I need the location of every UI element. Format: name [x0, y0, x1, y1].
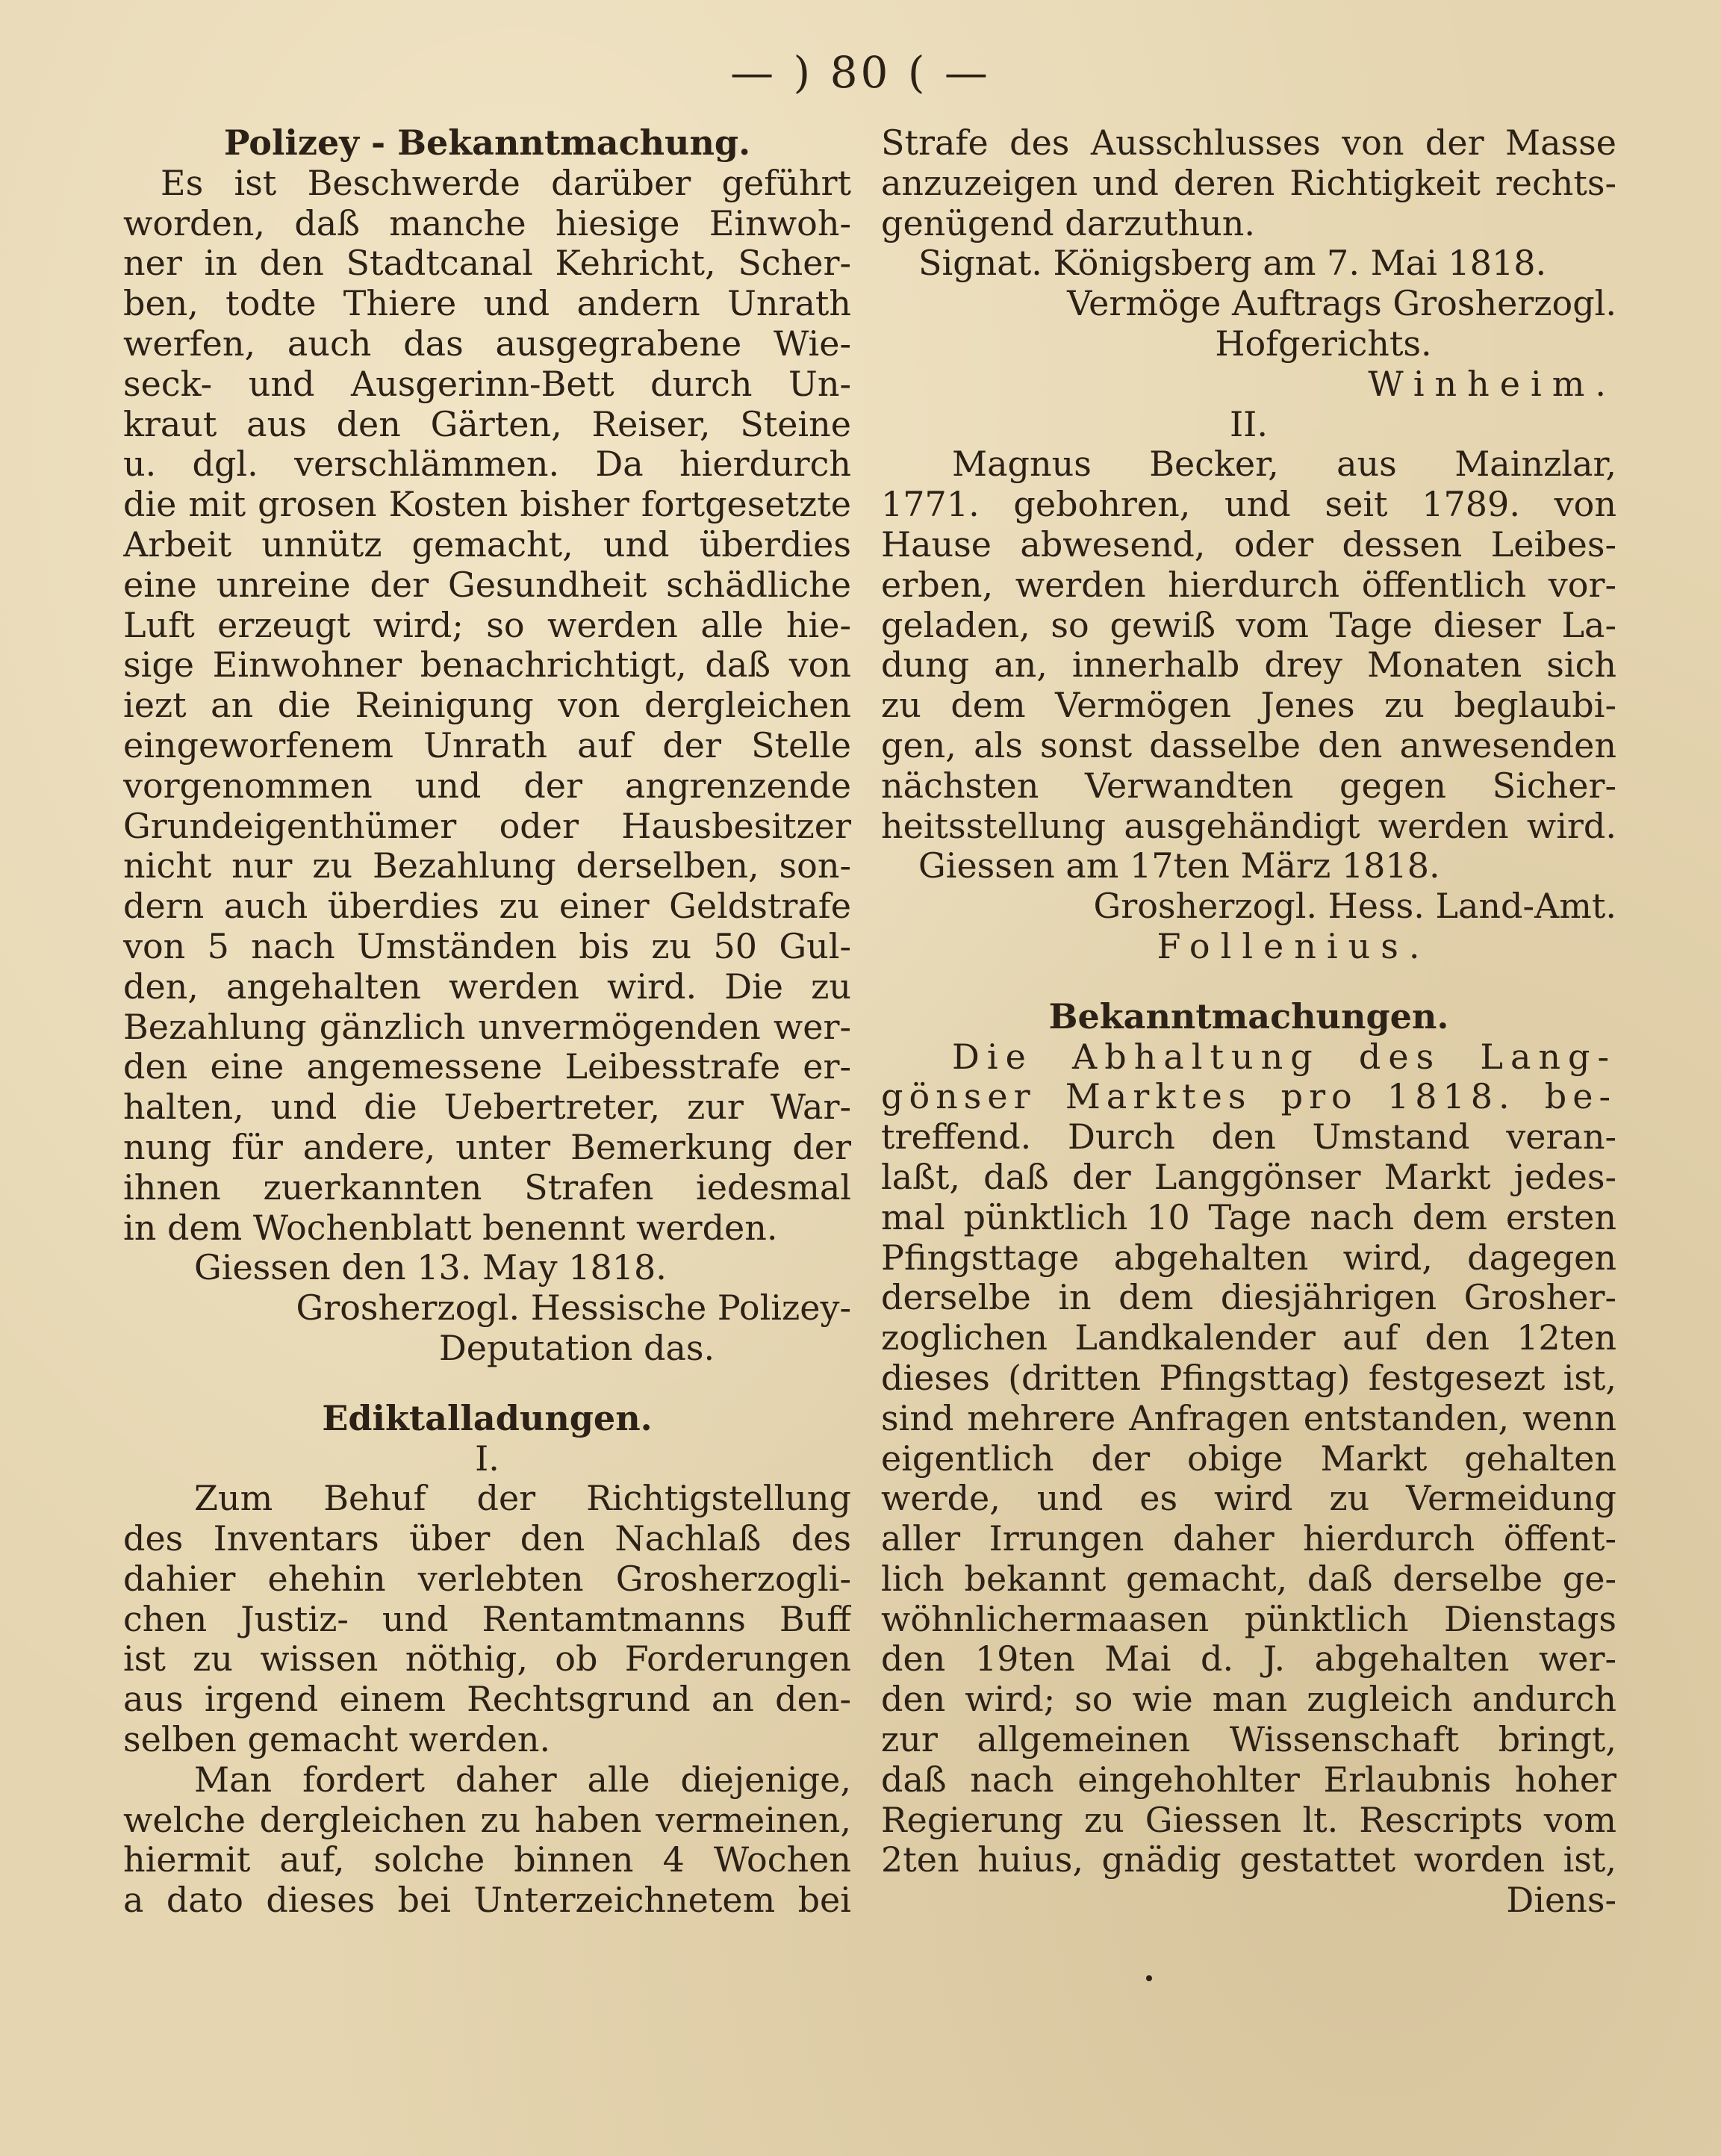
text-line: wöhnlichermaasen pünktlich Dienstags — [881, 1599, 1616, 1639]
text-line: in dem Wochenblatt benennt werden. — [123, 1208, 778, 1248]
text-line: Strafe des Ausschlusses von der Masse — [881, 123, 1616, 163]
text-line: ihnen zuerkannten Strafen iedesmal — [123, 1167, 851, 1208]
text-line: Arbeit unnütz gemacht, und überdies — [123, 524, 851, 565]
left-column — [123, 123, 851, 1921]
text-line: gönser Marktes pro 1818. be- — [881, 1077, 1616, 1117]
right-column — [881, 123, 1616, 1921]
text-line: gen, als sonst dasselbe den anwesenden — [881, 725, 1616, 765]
text-line: sind mehrere Anfragen entstanden, wenn — [881, 1398, 1616, 1438]
text-line: heitsstellung ausgehändigt werden wird. — [881, 806, 1616, 846]
text-line: Magnus Becker, aus Mainzlar, — [952, 444, 1616, 485]
text-line: nung für andere, unter Bemerkung der — [123, 1127, 851, 1167]
edikt-numeral: I. — [475, 1438, 500, 1479]
text-line: Bezahlung gänzlich unvermögenden wer- — [123, 1007, 851, 1047]
text-line: ben, todte Thiere und andern Unrath — [123, 284, 851, 324]
text-line: worden, daß manche hiesige Einwoh- — [123, 203, 851, 243]
text-line: ner in den Stadtcanal Kehricht, Scher- — [123, 243, 851, 284]
text-line: genügend darzuthun. — [881, 203, 1255, 243]
text-line: werfen, auch das ausgegrabene Wie- — [123, 323, 851, 364]
text-line: treffend. Durch den Umstand veran- — [881, 1117, 1616, 1158]
becker-text — [881, 444, 1616, 846]
text-line: zu dem Vermögen Jenes zu beglaubi- — [881, 686, 1616, 726]
text-line: Regierung zu Giessen lt. Rescripts vom — [881, 1800, 1616, 1840]
text-line: eine unreine der Gesundheit schädliche — [123, 565, 851, 605]
becker-signature: Grosherzogl. Hess. Land-Amt. — [1093, 886, 1616, 927]
edikt-text — [123, 1479, 851, 1921]
text-line: derselbe in dem diesjährigen Grosher- — [881, 1278, 1616, 1318]
text-line: a dato dieses bei Unterzeichnetem bei — [123, 1880, 851, 1921]
text-line: erben, werden hierdurch öffentlich vor- — [881, 565, 1616, 605]
verm-line-1: Vermöge Auftrags Grosherzogl. — [1067, 284, 1616, 324]
text-line: nicht nur zu Bezahlung derselben, son- — [123, 846, 851, 886]
section-numeral: II. — [1230, 404, 1268, 444]
polizey-title: Polizey - Bekanntmachung. — [223, 123, 751, 163]
text-line: Pfingsttage abgehalten wird, dagegen — [881, 1237, 1616, 1278]
text-line: dung an, innerhalb drey Monaten sich — [881, 645, 1616, 686]
edikt-title: Ediktalladungen. — [322, 1398, 653, 1438]
text-line: geladen, so gewiß vom Tage dieser La- — [881, 605, 1616, 645]
signat-line: Signat. Königsberg am 7. Mai 1818. — [918, 243, 1547, 284]
text-line: von 5 nach Umständen bis zu 50 Gul- — [123, 926, 851, 966]
text-line: hiermit auf, solche binnen 4 Wochen — [123, 1840, 851, 1880]
text-line: halten, und die Uebertreter, zur War- — [123, 1087, 851, 1128]
text-line: vorgenommen und der angrenzende — [123, 765, 851, 806]
text-line: nächsten Verwandten gegen Sicher- — [881, 765, 1616, 806]
page-number: — ) 80 ( — — [730, 47, 991, 98]
text-line: Luft erzeugt wird; so werden alle hie- — [123, 605, 851, 645]
text-line: anzuzeigen und deren Richtigkeit rechts- — [881, 163, 1616, 203]
text-line: kraut aus den Gärten, Reiser, Steine — [123, 404, 851, 444]
text-line: Es ist Beschwerde darüber geführt — [161, 163, 851, 203]
text-line: dieses (dritten Pfingsttag) festgesezt ist, — [881, 1358, 1616, 1398]
polizey-signature: Grosherzogl. Hessische Polizey- — [296, 1288, 851, 1329]
text-line: ist zu wissen nöthig, ob Forderungen — [123, 1639, 851, 1680]
bekanntmachungen-title: Bekanntmachungen. — [1048, 996, 1449, 1037]
text-line: 2ten huius, gnädig gestattet worden ist, — [881, 1840, 1616, 1880]
text-line: dahier ehehin verlebten Grosherzogli- — [123, 1559, 851, 1599]
verm-line-2: Hofgerichts. — [1215, 323, 1432, 364]
text-line: Zum Behuf der Richtigstellung — [194, 1479, 851, 1519]
text-line: dern auch überdies zu einer Geldstrafe — [123, 886, 851, 927]
text-line: den eine angemessene Leibesstrafe er- — [123, 1047, 851, 1087]
verm-line-3: Winheim. — [1368, 364, 1616, 404]
text-line: eingeworfenem Unrath auf der Stelle — [123, 725, 851, 765]
becker-signature-2: Follenius. — [1157, 926, 1431, 966]
text-line: mal pünktlich 10 Tage nach dem ersten — [881, 1197, 1616, 1237]
text-line: Hause abwesend, oder dessen Leibes- — [881, 524, 1616, 565]
text-line: welche dergleichen zu haben vermeinen, — [123, 1800, 851, 1840]
text-line: iezt an die Reinigung von dergleichen — [123, 686, 851, 726]
text-line: die mit grosen Kosten bisher fortgesetzte — [123, 485, 851, 525]
text-line: zoglichen Landkalender auf den 12ten — [881, 1318, 1616, 1358]
text-line: u. dgl. verschlämmen. Da hierdurch — [123, 444, 851, 485]
text-line: eigentlich der obige Markt gehalten — [881, 1438, 1616, 1479]
bekanntmachungen-text — [881, 1037, 1616, 1881]
becker-date: Giessen am 17ten März 1818. — [918, 846, 1440, 886]
text-line: seck- und Ausgerinn-Bett durch Un- — [123, 364, 851, 404]
ink-dot — [1146, 1975, 1152, 1981]
text-line: zur allgemeinen Wissenschaft bringt, — [881, 1720, 1616, 1760]
text-line: sige Einwohner benachrichtigt, daß von — [123, 645, 851, 686]
text-line: den, angehalten werden wird. Die zu — [123, 966, 851, 1007]
text-line: aller Irrungen daher hierdurch öffent- — [881, 1519, 1616, 1559]
polizey-date: Giessen den 13. May 1818. — [194, 1248, 667, 1288]
text-line: den wird; so wie man zugleich andurch — [881, 1680, 1616, 1720]
text-line: Die Abhaltung des Lang- — [952, 1037, 1616, 1077]
text-line: lich bekannt gemacht, daß derselbe ge- — [881, 1559, 1616, 1599]
text-line: daß nach eingehohlter Erlaubnis hoher — [881, 1759, 1616, 1800]
text-line: werde, und es wird zu Vermeidung — [881, 1479, 1616, 1519]
text-line: aus irgend einem Rechtsgrund an den- — [123, 1680, 851, 1720]
text-line: chen Justiz- und Rentamtmanns Buff — [123, 1599, 851, 1639]
text-line: des Inventars über den Nachlaß des — [123, 1519, 851, 1559]
polizey-signature-2: Deputation das. — [438, 1328, 715, 1368]
text-line: den 19ten Mai d. J. abgehalten wer- — [881, 1639, 1616, 1680]
text-line: 1771. gebohren, und seit 1789. von — [881, 485, 1616, 525]
text-line: Man fordert daher alle diejenige, — [194, 1759, 851, 1800]
polizey-text — [123, 164, 851, 1249]
text-line: selben gemacht werden. — [123, 1720, 551, 1760]
catchword: Diens- — [1506, 1880, 1616, 1921]
text-line: laßt, daß der Langgönser Markt jedes- — [881, 1157, 1616, 1197]
text-line: Grundeigenthümer oder Hausbesitzer — [123, 806, 851, 846]
